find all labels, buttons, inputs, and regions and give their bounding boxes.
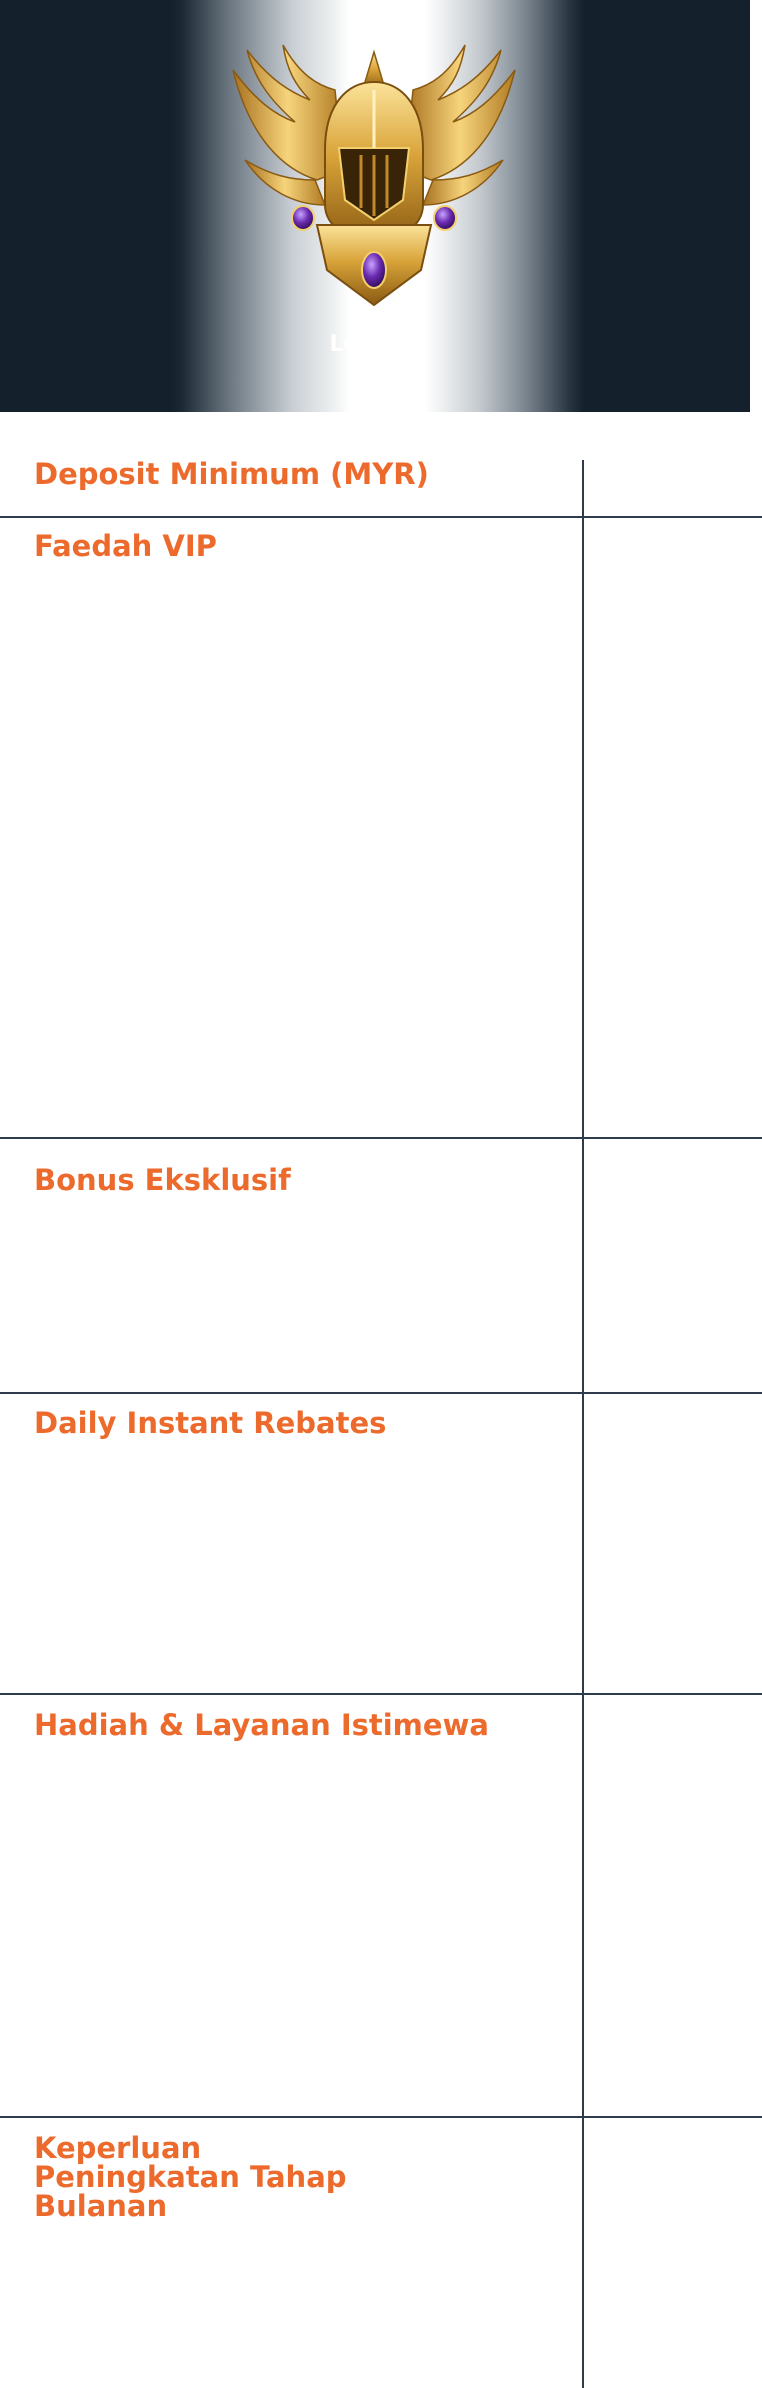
table-row bbox=[0, 457, 762, 518]
table-row bbox=[0, 1695, 762, 2118]
column-divider bbox=[582, 1695, 584, 2118]
golden-winged-knight-helmet-icon bbox=[225, 30, 523, 315]
row-label-faedah-vip: Faedah VIP bbox=[34, 529, 217, 563]
column-divider bbox=[582, 460, 584, 518]
table-row bbox=[0, 1394, 762, 1695]
column-divider bbox=[582, 2118, 584, 2388]
table-row bbox=[0, 2118, 762, 2388]
column-divider bbox=[582, 1139, 584, 1394]
vip-tier-name: Legend bbox=[329, 332, 421, 357]
row-label-keperluan-peningkatan: Keperluan Peningkatan Tahap Bulanan bbox=[34, 2131, 347, 2223]
column-divider bbox=[582, 1394, 584, 1695]
row-label-deposit-minimum: Deposit Minimum (MYR) bbox=[34, 457, 429, 491]
row-label-hadiah-layanan-istimewa: Hadiah & Layanan Istimewa bbox=[34, 1708, 489, 1742]
vip-tier-banner bbox=[0, 0, 750, 412]
vip-benefits-table bbox=[0, 457, 762, 2388]
column-divider bbox=[582, 518, 584, 1139]
row-label-daily-instant-rebates: Daily Instant Rebates bbox=[34, 1406, 387, 1440]
table-row bbox=[0, 1139, 762, 1394]
table-row bbox=[0, 518, 762, 1139]
row-label-bonus-eksklusif: Bonus Eksklusif bbox=[34, 1163, 291, 1197]
